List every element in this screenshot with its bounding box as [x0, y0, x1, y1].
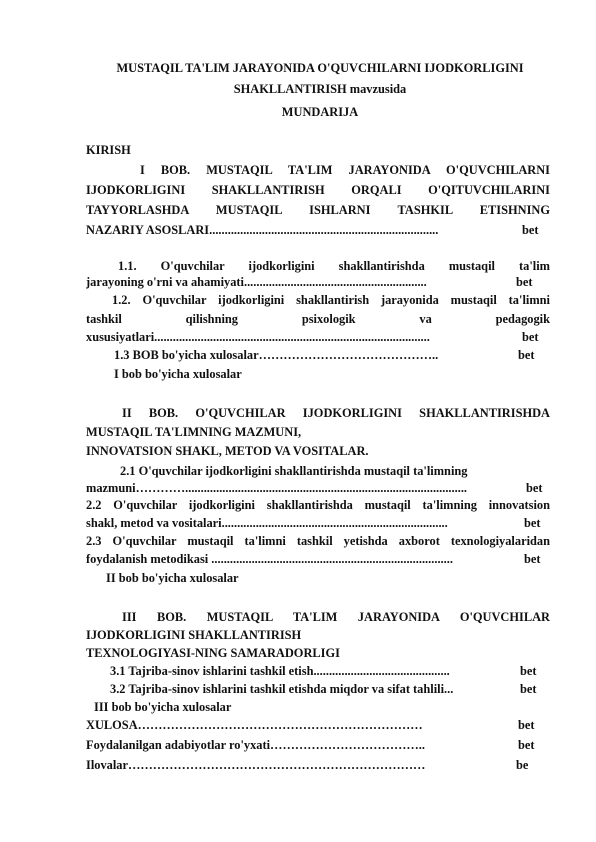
- toc-ch3-line-3: TEXNOLOGIYASI-NING SAMARADORLIGI: [86, 646, 340, 660]
- toc-ch1-summary: I bob bo'yicha xulosalar: [114, 367, 242, 381]
- toc-s12-line-3: xususiyatlari.........................................................................................: [86, 330, 430, 344]
- toc-ch1-line-4: NAZARIY ASOSLARI..........................................................................: [86, 223, 439, 237]
- toc-s12-page: bet: [522, 330, 539, 344]
- toc-ch1-line-3: TAYYORLASHDA MUSTAQIL ISHLARNI TASHKIL ETISHNING: [86, 203, 550, 217]
- toc-ch3-line-1: III BOB. MUSTAQIL TA'LIM JARAYONIDA O'QUVCHILAR: [122, 610, 550, 624]
- toc-ch1-page: bet: [522, 223, 539, 237]
- toc-ilovalar: Ilovalar………………………………………………………………: [86, 758, 426, 772]
- document-title-line-2: SHAKLLANTIRISH mavzusida: [233, 82, 407, 96]
- toc-s22-line-2: shakl, metod va vositalari.........................................................................: [86, 516, 448, 530]
- toc-s11-page: bet: [516, 275, 533, 289]
- toc-s23-page: bet: [524, 552, 541, 566]
- toc-s21-line-2: mazmuni…………...........................................................................................: [86, 481, 468, 495]
- toc-ch2-line-3: INNOVATSION SHAKL, METOD VA VOSITALAR.: [86, 444, 369, 458]
- toc-xulosa-page: bet: [518, 718, 535, 732]
- toc-s21-line-1: 2.1 O'quvchilar ijodkorligini shakllantirishda mustaqil ta'limning: [120, 464, 468, 478]
- toc-ilovalar-page: be: [516, 758, 529, 772]
- toc-s21-page: bet: [526, 481, 543, 495]
- toc-s22-page: bet: [524, 516, 541, 530]
- toc-ch2-summary: II bob bo'yicha xulosalar: [106, 571, 239, 585]
- toc-ch1-line-1: I BOB. MUSTAQIL TA'LIM JARAYONIDA O'QUVCHILARNI: [140, 163, 550, 177]
- toc-s32-page: bet: [520, 682, 537, 696]
- toc-heading: MUNDARIJA: [281, 105, 359, 119]
- toc-ch2-line-2: MUSTAQIL TA'LIMNING MAZMUNI,: [86, 425, 302, 439]
- toc-kirish: KIRISH: [86, 143, 131, 157]
- toc-s11-line-2: jarayoning o'rni va ahamiyati...........................................................: [86, 275, 427, 289]
- toc-s31-page: bet: [520, 664, 537, 678]
- toc-ch1-line-2: IJODKORLIGINI SHAKLLANTIRISH ORQALI O'QITUVCHILARINI: [86, 183, 550, 197]
- document-title-line-1: MUSTAQIL TA'LIM JARAYONIDA O'QUVCHILARNI IJODKORLIGINI: [116, 61, 524, 75]
- toc-s12-line-1: 1.2. O'quvchilar ijodkorligini shakllantirish jarayonida mustaqil ta'limni: [112, 293, 550, 307]
- toc-xulosa: XULOSA……………………………………………………………: [86, 718, 423, 732]
- toc-s13: 1.3 BOB bo'yicha xulosalar……………………………………..: [114, 348, 439, 362]
- toc-s31: 3.1 Tajriba-sinov ishlarini tashkil etish............................................: [110, 664, 450, 678]
- toc-ch2-line-1: II BOB. O'QUVCHILAR IJODKORLIGINI SHAKLLANTIRISHDA: [122, 406, 550, 420]
- toc-s32: 3.2 Tajriba-sinov ishlarini tashkil etishda miqdor va sifat tahlili...: [110, 682, 454, 696]
- toc-s13-page: bet: [518, 348, 535, 362]
- toc-s22-line-1: 2.2 O'quvchilar ijodkorligini shakllantirishda mustaqil ta'limning innovatsion: [86, 498, 550, 512]
- toc-s12-line-2: tashkil qilishning psixologik va pedagogik: [86, 312, 550, 326]
- toc-s23-line-1: 2.3 O'quvchilar mustaqil ta'limni tashkil yetishda axborot texnologiyalaridan: [86, 534, 550, 548]
- toc-ch3-summary: III bob bo'yicha xulosalar: [94, 700, 232, 714]
- toc-adabiyot: Foydalanilgan adabiyotlar ro'yxati………………………………..: [86, 738, 425, 752]
- toc-s23-line-2: foydalanish metodikasi ..............................................................................: [86, 552, 453, 566]
- toc-s11-line-1: 1.1. O'quvchilar ijodkorligini shakllantirishda mustaqil ta'lim: [118, 259, 550, 273]
- toc-ch3-line-2: IJODKORLIGINI SHAKLLANTIRISH: [86, 628, 302, 642]
- toc-adabiyot-page: bet: [518, 738, 535, 752]
